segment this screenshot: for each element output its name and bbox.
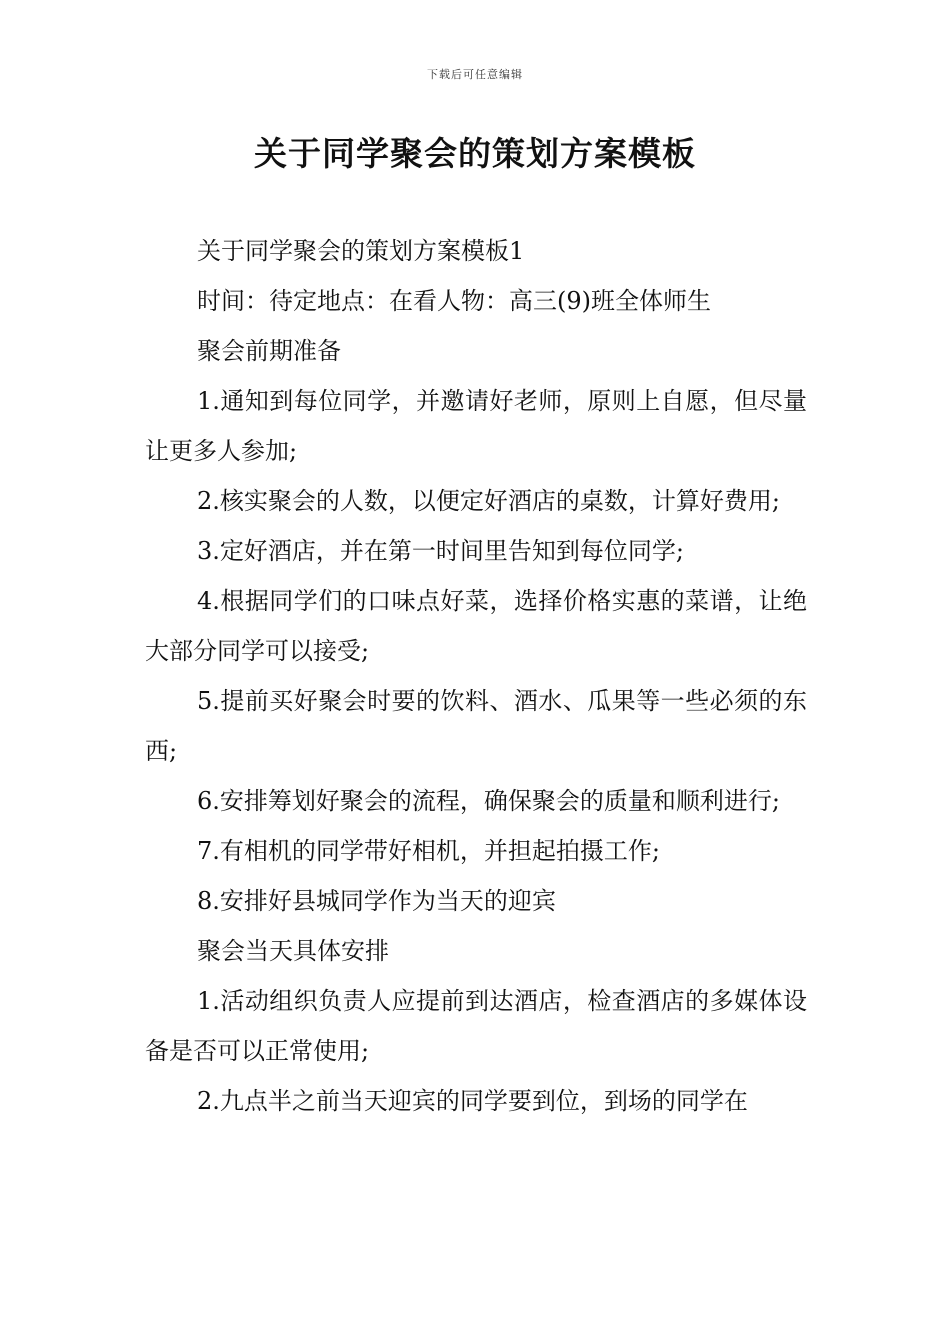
list-item: 5.提前买好聚会时要的饮料、酒水、瓜果等一些必须的东西; bbox=[145, 687, 807, 765]
list-item: 1.通知到每位同学，并邀请好老师，原则上自愿，但尽量让更多人参加; bbox=[145, 387, 807, 465]
list-item: 7.有相机的同学带好相机，并担起拍摄工作; bbox=[197, 837, 660, 865]
list-item: 2.九点半之前当天迎宾的同学要到位，到场的同学在 bbox=[197, 1087, 748, 1115]
document-body bbox=[145, 226, 807, 1126]
header-note: 下载后可任意编辑 bbox=[427, 68, 523, 81]
list-item: 6.安排筹划好聚会的流程，确保聚会的质量和顺利进行; bbox=[197, 787, 780, 815]
list-item: 4.根据同学们的口味点好菜，选择价格实惠的菜谱，让绝大部分同学可以接受; bbox=[145, 587, 807, 665]
paragraph-subtitle: 关于同学聚会的策划方案模板1 bbox=[197, 237, 525, 265]
section-heading-event-day: 聚会当天具体安排 bbox=[197, 937, 389, 965]
list-item: 3.定好酒店，并在第一时间里告知到每位同学; bbox=[197, 537, 684, 565]
paragraph-event-info: 时间：待定地点：在看人物：高三(9)班全体师生 bbox=[197, 287, 711, 315]
list-item: 1.活动组织负责人应提前到达酒店，检查酒店的多媒体设备是否可以正常使用; bbox=[145, 987, 807, 1065]
section-heading-preparation: 聚会前期准备 bbox=[197, 337, 341, 365]
list-item: 2.核实聚会的人数，以便定好酒店的桌数，计算好费用; bbox=[197, 487, 780, 515]
document-title: 关于同学聚会的策划方案模板 bbox=[254, 134, 696, 173]
list-item: 8.安排好县城同学作为当天的迎宾 bbox=[197, 887, 556, 915]
